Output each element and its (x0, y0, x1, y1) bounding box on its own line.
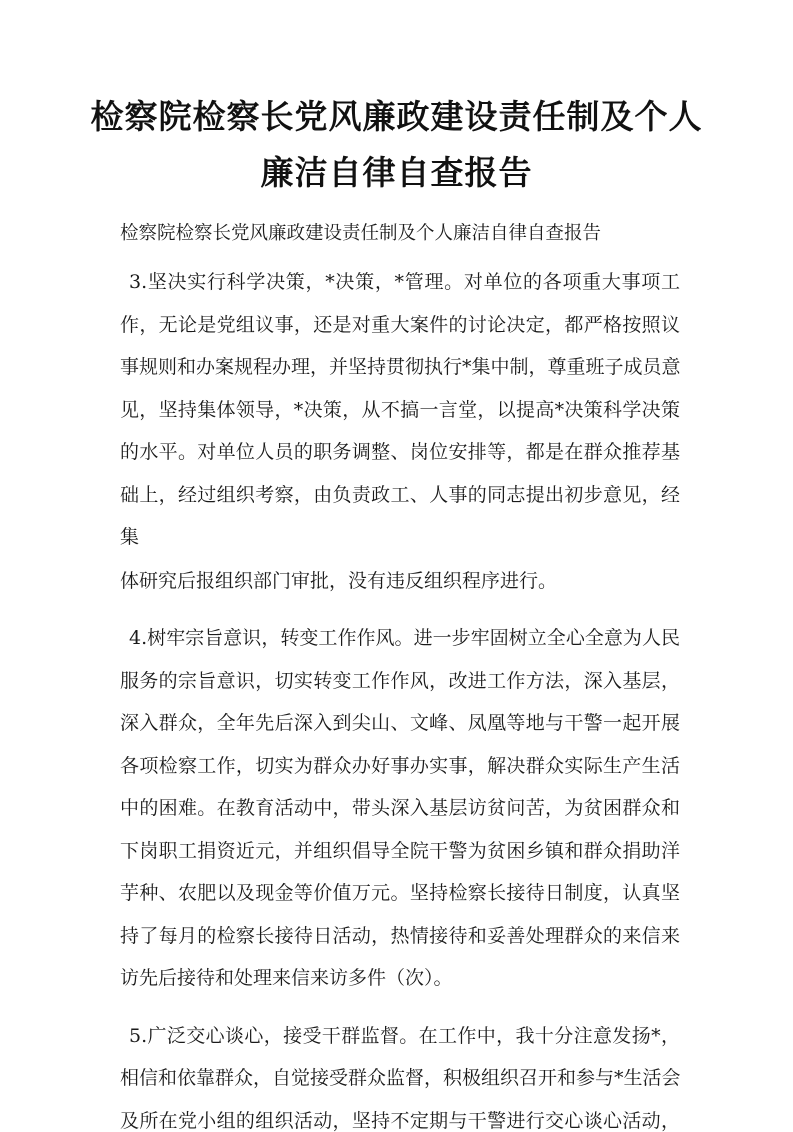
paragraph-4-line-1: 4.树牢宗旨意识，转变工作作风。进一步牢固树立全心全意为人民 (129, 627, 680, 649)
paragraph-4-line-5: 中的困难。在教育活动中，带头深入基层访贫问苦，为贫困群众和 (120, 797, 680, 819)
paragraph-4-line-2: 服务的宗旨意识，切实转变工作作风，改进工作方法，深入基层， (120, 670, 680, 692)
paragraph-3-line-4: 见，坚持集体领导，*决策，从不搞一言堂，以提高*决策科学决策 (120, 399, 680, 421)
paragraph-3-line-3: 事规则和办案规程办理，并坚持贯彻执行*集中制，尊重班子成员意 (120, 356, 681, 378)
document-title-line-1: 检察院检察长党风廉政建设责任制及个人 (90, 97, 703, 136)
paragraph-3-line-6: 础上，经过组织考察，由负责政工、人事的同志提出初步意见，经 (120, 484, 680, 506)
paragraph-4-line-9: 访先后接待和处理来信来访多件（次）。 (120, 967, 453, 989)
paragraph-3-continuation: 体研究后报组织部门审批，没有违反组织程序进行。 (120, 570, 558, 592)
document-subtitle: 检察院检察长党风廉政建设责任制及个人廉洁自律自查报告 (120, 223, 602, 244)
paragraph-3-line-5: 的水平。对单位人员的职务调整、岗位安排等，都是在群众推荐基 (120, 441, 680, 463)
paragraph-3-line-2: 作，无论是党组议事，还是对重大案件的讨论决定，都严格按照议 (120, 314, 680, 336)
document-title-line-2: 廉洁自律自查报告 (260, 153, 533, 192)
paragraph-4-line-8: 持了每月的检察长接待日活动，热情接待和妥善处理群众的来信来 (120, 925, 680, 947)
paragraph-3-line-7: 集 (120, 526, 140, 548)
paragraph-4-line-4: 各项检察工作，切实为群众办好事办实事，解决群众实际生产生活 (120, 755, 680, 777)
paragraph-4-line-6: 下岗职工捐资近元，并组织倡导全院干警为贫困乡镇和群众捐助洋 (120, 840, 680, 862)
paragraph-5-line-1: 5.广泛交心谈心，接受干群监督。在工作中，我十分注意发扬*， (129, 1025, 680, 1047)
paragraph-5-line-2: 相信和依靠群众，自觉接受群众监督，积极组织召开和参与*生活会 (120, 1067, 681, 1089)
paragraph-3-line-1: 3.坚决实行科学决策，*决策，*管理。对单位的各项重大事项工 (129, 271, 680, 293)
paragraph-4-line-7: 芋种、农肥以及现金等价值万元。坚持检察长接待日制度，认真坚 (120, 882, 680, 904)
paragraph-4-line-3: 深入群众，全年先后深入到尖山、文峰、凤凰等地与干警一起开展 (120, 712, 680, 734)
paragraph-5-line-3: 及所在党小组的组织活动，坚持不定期与干警进行交心谈心活动， (120, 1110, 680, 1132)
